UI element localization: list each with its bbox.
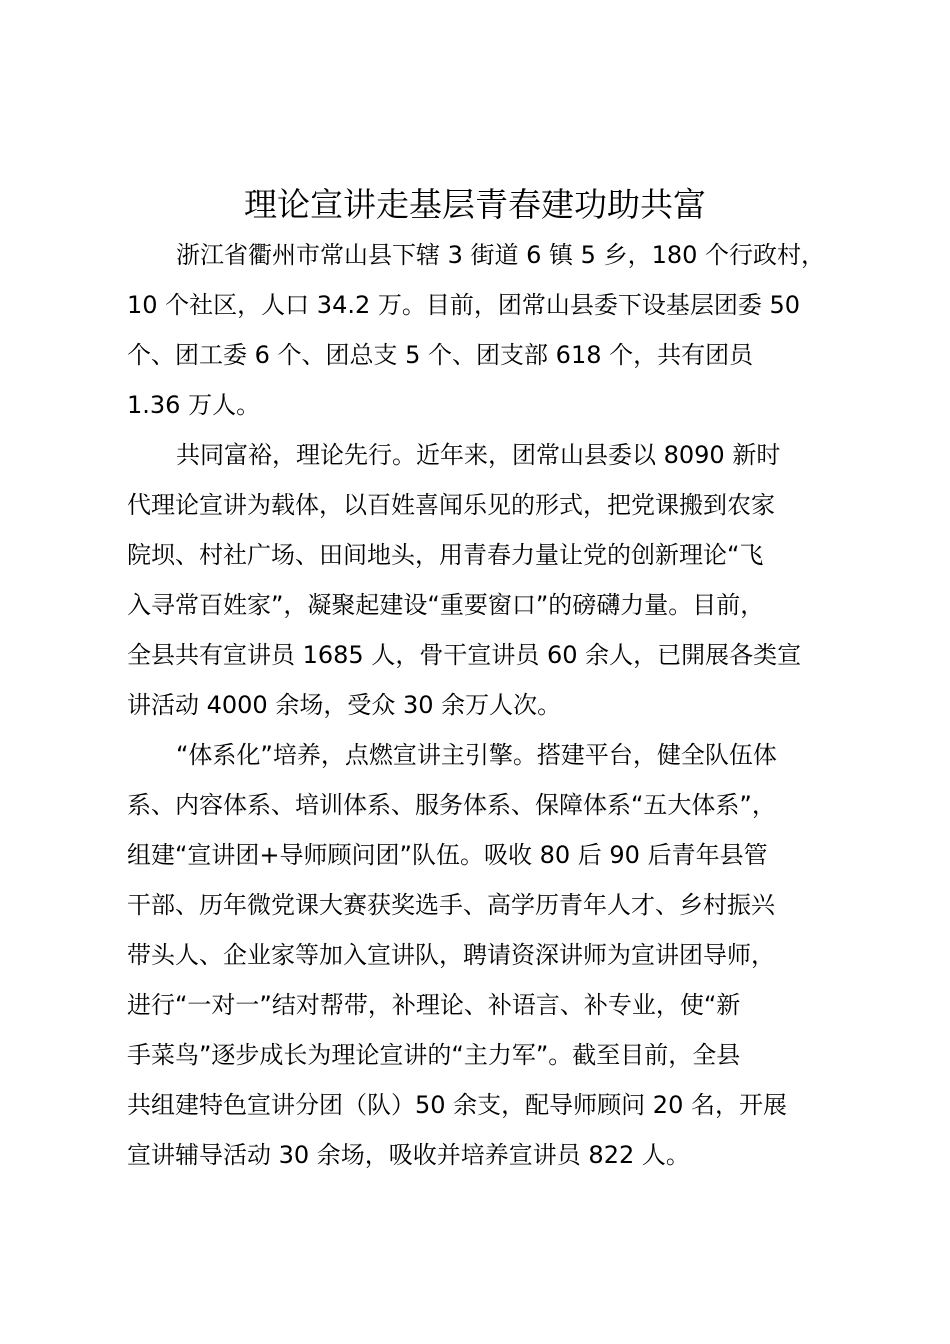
paragraph-line: 个、团工委 6 个、团总支 5 个、团支部 618 个，共有团员 — [127, 341, 754, 369]
paragraph-line: 手菜鸟”逐步成长为理论宣讲的“主力军”。截至目前，全县 — [127, 1041, 741, 1069]
paragraph-2 — [127, 430, 862, 730]
paragraph-line: 全县共有宣讲员 1685 人，骨干宣讲员 60 余人，已開展各类宣 — [127, 641, 802, 669]
paragraph-line: 带头人、企业家等加入宣讲队，聘请资深讲师为宣讲团导师， — [127, 941, 775, 969]
paragraph-3 — [127, 730, 862, 1180]
paragraph-line: 代理论宣讲为载体，以百姓喜闻乐见的形式，把党课搬到农家 — [127, 491, 775, 519]
document-title: 理论宣讲走基层青春建功助共富 — [244, 185, 706, 224]
paragraph-line: 10 个社区，人口 34.2 万。目前，团常山县委下设基层团委 50 — [127, 291, 801, 319]
paragraph-line: 院坝、村社广场、田间地头，用青春力量让党的创新理论“飞 — [127, 541, 764, 569]
paragraph-line: “体系化”培养，点燃宣讲主引擎。搭建平台，健全队伍体 — [176, 741, 777, 769]
paragraph-line: 系、内容体系、培训体系、服务体系、保障体系“五大体系”， — [127, 791, 776, 819]
paragraph-line: 共同富裕，理论先行。近年来，团常山县委以 8090 新时 — [176, 441, 781, 469]
paragraph-1 — [127, 230, 862, 430]
paragraph-line: 干部、历年微党课大赛获奖选手、高学历青年人才、乡村振兴 — [127, 891, 775, 919]
paragraph-line: 宣讲辅导活动 30 余场，吸收并培养宣讲员 822 人。 — [127, 1141, 690, 1169]
paragraph-line: 进行“一对一”结对帮带，补理论、补语言、补专业，使“新 — [127, 991, 741, 1019]
document-body — [127, 230, 862, 1180]
paragraph-line: 组建“宣讲团+导师顾问团”队伍。吸收 80 后 90 后青年县管 — [127, 841, 768, 869]
paragraph-line: 讲活动 4000 余场，受众 30 余万人次。 — [127, 691, 562, 719]
paragraph-line: 浙江省衢州市常山县下辖 3 街道 6 镇 5 乡，180 个行政村， — [176, 241, 826, 269]
paragraph-line: 入寻常百姓家”，凝聚起建设“重要窗口”的磅礴力量。目前， — [127, 591, 765, 619]
paragraph-line: 共组建特色宣讲分团（队）50 余支，配导师顾问 20 名，开展 — [127, 1091, 787, 1119]
paragraph-line: 1.36 万人。 — [127, 391, 261, 419]
